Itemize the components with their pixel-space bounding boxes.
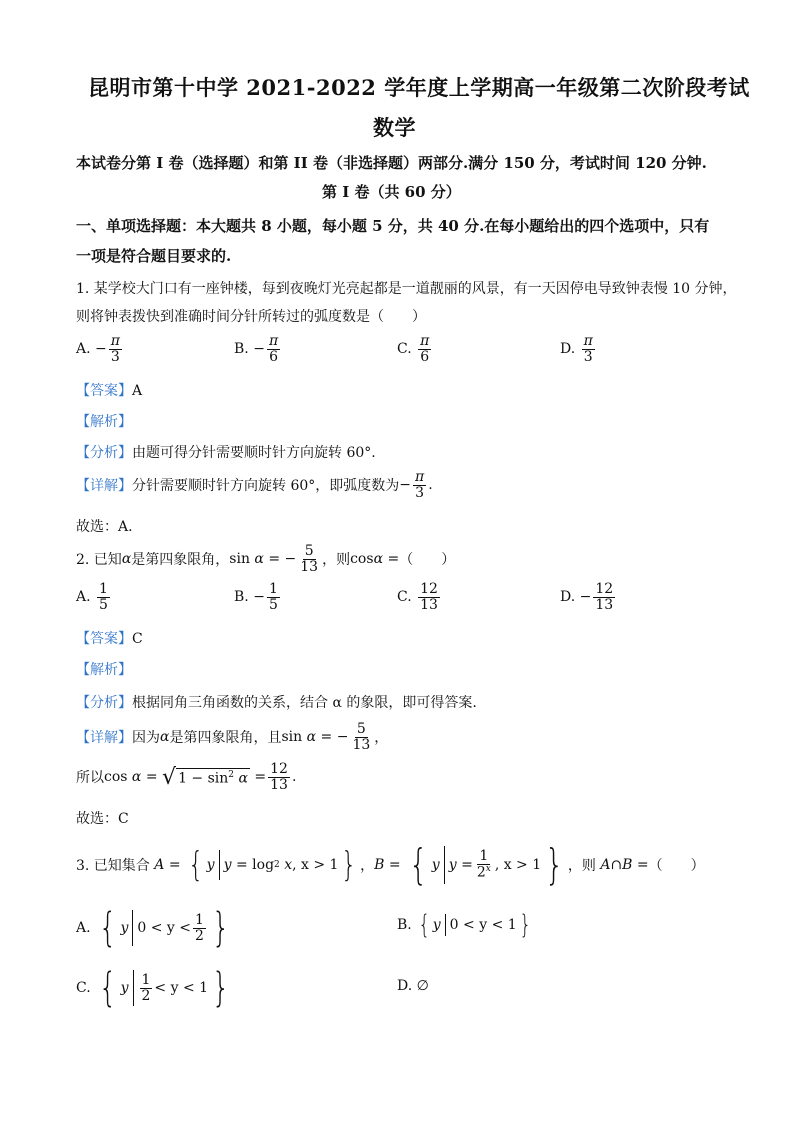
q1-c-num: π [420, 333, 430, 349]
q1-c-den: 6 [420, 348, 430, 365]
q2-detail-num: 5 [356, 721, 366, 737]
q3-option-b-label: B. [397, 917, 412, 933]
q2-a-num: 1 [99, 581, 108, 597]
q3-stem-a: 3. 已知集合 [76, 858, 150, 874]
q2-d-minus: − [579, 589, 592, 606]
q2-a-fraction [97, 582, 110, 612]
q3-stem-c: ，则 [567, 858, 596, 874]
q2-b-den: 5 [268, 596, 278, 613]
q1-analysis-label: 【解析】 [76, 414, 132, 430]
q3-set-b-cond: , x > 1 [494, 857, 542, 873]
q1-option-d-label: D. [560, 341, 576, 358]
q1-choose [76, 516, 133, 536]
q3-stem: 3. 已知集合 A = { y y = log 2 x , x > 1 } ， B = { y y = $\frac{1}{2^x}$ , x > 1 } ，则 A∩B = （ ） [76, 840, 705, 889]
q3-c-fraction [140, 973, 153, 1003]
q1-b-num: π [268, 333, 279, 349]
q2-detail-c: ， [374, 730, 389, 747]
q3-set-b-num: 1 [479, 848, 489, 865]
q1-a-minus: − [95, 341, 107, 358]
q1-answer-value: A [132, 383, 143, 399]
q2-so-alpha: α [131, 769, 142, 786]
q2-fenxi [76, 692, 477, 712]
q1-option-a [76, 334, 124, 364]
q1-detail-period: . [428, 477, 433, 494]
q2-so-den: 13 [270, 776, 288, 793]
q1-detail [76, 470, 433, 500]
q2-eq2: = [387, 551, 400, 568]
q3-a-set: { y 0 < y < $\frac{1}{2}$ } [98, 905, 230, 951]
q2-b-fraction [267, 582, 280, 612]
q1-option-a-label: A. [76, 341, 91, 358]
q1-d-fraction [582, 334, 595, 364]
q3-empty-set: ∅ [416, 978, 429, 994]
q1-detail-num: π [415, 469, 425, 485]
q2-detail-sin-alpha: α [306, 729, 317, 746]
q2-detail [76, 722, 388, 752]
q1-answer [76, 380, 142, 400]
q2-eq: = [268, 551, 281, 568]
q3-c-num: 1 [141, 971, 151, 988]
q3-a-cond: 0 < y < [137, 920, 192, 936]
q2-minus: − [284, 551, 297, 568]
q2-detail-minus: − [336, 729, 349, 746]
q3-set-b-fraction [475, 849, 493, 880]
q3-c-set: { y $\frac{1}{2}$ < y < 1 } [98, 965, 230, 1011]
q3-set-a: { y y = log 2 x , x > 1 } [188, 845, 357, 885]
q2-choose [76, 808, 129, 828]
q2-choose-value: C [118, 811, 129, 827]
q2-detail-label: 【详解】 [76, 730, 132, 747]
q1-option-c [397, 334, 433, 364]
q2-c-fraction [418, 582, 440, 612]
q2-so-label: 所以 [76, 770, 104, 787]
q2-d-den: 13 [595, 596, 614, 613]
q2-option-c [397, 582, 442, 612]
q3-b-cond: 0 < y < 1 [449, 917, 517, 933]
q2-detail-fraction [350, 722, 372, 752]
q2-so-eq2: = [254, 769, 267, 786]
q3-set-b-exp: x [485, 864, 491, 875]
q2-sin: sin [229, 551, 250, 568]
q2-detail-den: 13 [352, 736, 371, 753]
q1-a-fraction [109, 334, 122, 364]
q3-log: log [252, 857, 275, 873]
q1-fenxi [76, 442, 376, 462]
q1-option-c-label: C. [397, 341, 412, 358]
q1-choose-value: A. [118, 519, 133, 535]
q1-stem-line1: 1. 某学校大门口有一座钟楼，每到夜晚灯光亮起都是一道靓丽的风景，有一天因停电导致钟表慢 10 分钟， [76, 281, 737, 297]
q2-c-num: 12 [420, 581, 438, 597]
q2-detail-eq: = [320, 729, 333, 746]
q2-stem-b: 是第四象限角， [131, 552, 230, 569]
q2-so-cos: cos [104, 769, 128, 786]
q1-detail-label: 【详解】 [76, 478, 132, 495]
q3-a-num: 1 [195, 911, 204, 928]
q3-set-b-den: 2 [476, 864, 486, 881]
q3-log-x: x [284, 857, 293, 873]
q2-option-a-label: A. [76, 589, 91, 606]
q3-b-y: y [432, 917, 441, 933]
q1-b-minus: − [253, 341, 265, 358]
q3-a-fraction [193, 913, 206, 943]
section1-heading-line1: 一、单项选择题：本大题共 8 小题，每小题 5 分，共 40 分.在每小题给出的四个选项中，只有 [76, 217, 710, 235]
q1-b-fraction [267, 334, 280, 364]
q2-option-d [560, 582, 617, 612]
q3-a-y: y [120, 920, 129, 936]
q1-detail-fraction [413, 470, 426, 500]
q3-option-a [76, 905, 233, 951]
q1-detail-text: 分针需要顺时针方向旋转 60°，即弧度数为 [132, 478, 400, 495]
q3-set-a-name: A [154, 857, 165, 873]
q1-fenxi-text: 由题可得分针需要顺时针方向旋转 60°. [132, 445, 376, 461]
q2-b-num: 1 [268, 581, 278, 597]
q2-sqrt-alpha: α [238, 770, 248, 787]
q1-b-den: 6 [269, 348, 278, 365]
q3-intersection: A∩B = [600, 857, 649, 873]
q3-set-b: { y y = $\frac{1}{2^x}$ , x > 1 } [409, 840, 564, 889]
part1-title: 第 I 卷（共 60 分） [322, 183, 461, 201]
q2-sin-den: 13 [300, 558, 319, 575]
q2-sin-num: 5 [304, 543, 314, 559]
q2-sin-fraction [298, 544, 320, 574]
q2-option-b-label: B. [234, 589, 249, 606]
q3-option-b [397, 912, 533, 938]
q2-stem-c: ，则 [322, 552, 351, 569]
q2-sqrt: √ $1 - \sin^2 \alpha$ [162, 764, 248, 790]
q1-answer-label: 【答案】 [76, 383, 132, 399]
q3-c-den: 2 [141, 987, 151, 1004]
q2-answer [76, 628, 143, 648]
q2-detail-a: 因为 [132, 730, 160, 747]
q2-option-c-label: C. [397, 589, 412, 606]
q3-set-a-cond: , x > 1 [292, 857, 339, 873]
q2-fenxi-label: 【分析】 [76, 695, 132, 711]
q1-a-num: π [110, 333, 120, 349]
q2-so-period: . [291, 769, 297, 786]
q2-answer-value: C [132, 631, 143, 647]
q2-d-fraction [593, 582, 615, 612]
q2-detail-sin: sin [281, 729, 303, 746]
q2-option-b [234, 582, 282, 612]
q2-cos: cos [350, 551, 374, 568]
q2-detail-b: 是第四象限角，且 [169, 730, 282, 747]
q2-so-num: 12 [270, 761, 288, 777]
q3-set-b-name: B [374, 857, 385, 873]
q2-sqrt-text: 1 − sin [178, 770, 229, 787]
q2-fenxi-text: 根据同角三角函数的关系，结合 α 的象限，即可得答案. [132, 695, 477, 711]
q3-set-b-y2: y [448, 857, 457, 873]
q2-alpha: α [121, 551, 132, 568]
q3-c-cond: < y < 1 [154, 980, 209, 996]
q2-choose-label: 故选： [76, 811, 118, 827]
q3-b-set: { y 0 < y < 1 } [418, 910, 531, 940]
q3-set-a-y: y [206, 857, 215, 873]
q3-option-c-label: C. [76, 980, 91, 996]
q2-option-d-label: D. [560, 589, 576, 606]
q1-option-b [234, 334, 282, 364]
q1-c-fraction [418, 334, 431, 364]
q2-detail-alpha: α [160, 729, 170, 746]
q2-option-a [76, 582, 112, 612]
q2-analysis-label: 【解析】 [76, 662, 132, 678]
q1-option-b-label: B. [234, 341, 249, 358]
exam-intro: 本试卷分第 I 卷（选择题）和第 II 卷（非选择题）两部分.满分 150 分，考试时间 120 分钟. [76, 154, 707, 172]
q2-stem [76, 544, 455, 574]
q3-a-den: 2 [195, 927, 204, 944]
q3-option-c [76, 965, 234, 1011]
q2-cos-alpha: α [373, 551, 384, 568]
subject-title: 数学 [373, 115, 416, 140]
q3-log-base: 2 [274, 860, 280, 870]
q2-b-minus: − [253, 589, 265, 606]
q2-answer-label: 【答案】 [76, 631, 132, 647]
q1-fenxi-label: 【分析】 [76, 445, 132, 461]
q2-stem-a: 2. 已知 [76, 552, 122, 569]
q1-option-d [560, 334, 597, 364]
q3-option-d-label: D. [397, 978, 413, 994]
q2-so-fraction [268, 762, 290, 792]
q3-comma: ， [360, 858, 375, 874]
q3-option-d [397, 978, 429, 994]
q1-d-num: π [583, 333, 593, 349]
q1-choose-label: 故选： [76, 519, 118, 535]
q2-sin-alpha: α [254, 551, 264, 568]
q1-a-den: 3 [110, 348, 120, 365]
q3-option-a-label: A. [76, 920, 91, 936]
exam-title: 昆明市第十中学 2021-2022 学年度上学期高一年级第二次阶段考试 [88, 75, 750, 100]
q2-sqrt-sup: 2 [228, 769, 235, 780]
q3-set-b-y: y [431, 857, 440, 873]
q1-d-den: 3 [583, 348, 593, 365]
q3-stem-d: （ ） [648, 858, 705, 874]
q2-c-den: 13 [420, 596, 438, 613]
q2-stem-d: （ ） [399, 552, 456, 569]
q3-set-a-y2: y [223, 857, 232, 873]
q1-detail-den: 3 [415, 484, 425, 501]
q3-c-y: y [120, 980, 129, 996]
q2-so-eq: = [145, 769, 158, 786]
q1-detail-minus: − [399, 477, 411, 494]
q1-stem-line2: 则将钟表拨快到准确时间分针所转过的弧度数是（ ） [76, 309, 426, 325]
section1-heading-line2: 一项是符合题目要求的. [76, 247, 232, 265]
q2-a-den: 5 [99, 596, 108, 613]
q2-so [76, 762, 296, 792]
q2-d-num: 12 [595, 581, 614, 597]
